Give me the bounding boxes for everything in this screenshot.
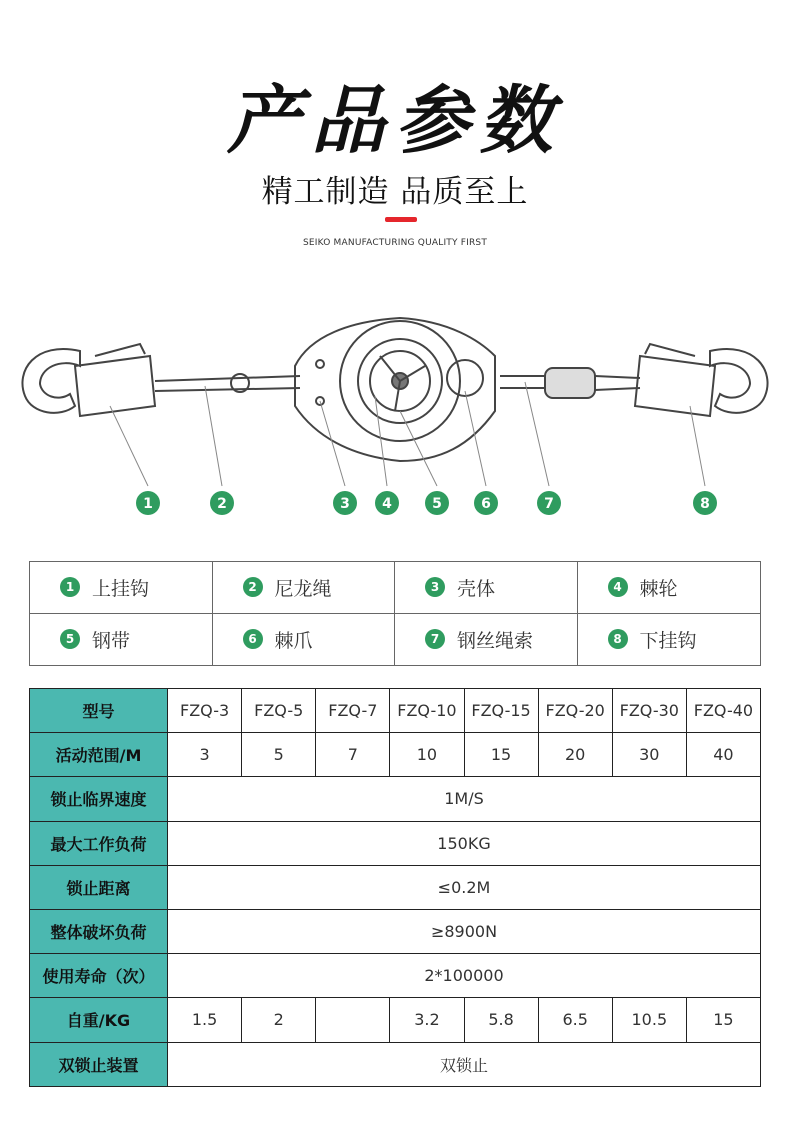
table-row [30, 954, 761, 998]
row-header: 双锁止装置 [30, 1042, 168, 1086]
part-item [213, 562, 396, 614]
row-header: 整体破坏负荷 [30, 909, 168, 953]
callout-4 [375, 491, 399, 515]
svg-text:5: 5 [432, 496, 442, 512]
table-cell: 双锁止 [168, 1042, 761, 1086]
table-cell: 15 [464, 733, 538, 777]
table-cell: 5.8 [464, 998, 538, 1042]
callout-8 [693, 491, 717, 515]
part-item [213, 614, 396, 666]
part-label: 棘轮 [639, 577, 678, 600]
row-header: 最大工作负荷 [30, 821, 168, 865]
table-cell: 150KG [168, 821, 761, 865]
table-row [30, 821, 761, 865]
part-number: 5 [60, 629, 80, 649]
part-item [395, 614, 578, 666]
spec-table [29, 688, 761, 1087]
table-row [30, 733, 761, 777]
row-header: 锁止距离 [30, 865, 168, 909]
svg-text:4: 4 [382, 496, 392, 512]
table-cell: 3 [168, 733, 242, 777]
table-cell: 7 [316, 733, 390, 777]
table-cell: 1.5 [168, 998, 242, 1042]
svg-text:8: 8 [700, 496, 710, 512]
part-item [395, 562, 578, 614]
table-cell: ≤0.2M [168, 865, 761, 909]
callout-6 [474, 491, 498, 515]
callout-5 [425, 491, 449, 515]
table-cell: 2 [242, 998, 316, 1042]
table-cell: 20 [538, 733, 612, 777]
part-item [30, 614, 213, 666]
table-cell: FZQ-7 [316, 689, 390, 733]
table-cell: FZQ-40 [686, 689, 760, 733]
lower-hook-drawing [710, 349, 768, 413]
table-cell: FZQ-30 [612, 689, 686, 733]
table-row [30, 998, 761, 1042]
part-number: 7 [425, 629, 445, 649]
part-number: 4 [608, 577, 628, 597]
svg-text:1: 1 [143, 496, 153, 512]
part-item [30, 562, 213, 614]
table-row [30, 865, 761, 909]
part-number: 6 [243, 629, 263, 649]
callout-3 [333, 491, 357, 515]
svg-text:7: 7 [544, 496, 554, 512]
part-label: 上挂钩 [92, 577, 150, 600]
row-header: 锁止临界速度 [30, 777, 168, 821]
callout-7 [537, 491, 561, 515]
product-diagram [0, 296, 790, 526]
part-number: 3 [425, 577, 445, 597]
table-cell: 1M/S [168, 777, 761, 821]
part-number: 1 [60, 577, 80, 597]
part-label: 尼龙绳 [274, 577, 332, 600]
row-header: 使用寿命（次） [30, 954, 168, 998]
table-row [30, 1042, 761, 1086]
row-header: 型号 [30, 689, 168, 733]
table-cell: 15 [686, 998, 760, 1042]
svg-text:6: 6 [481, 496, 491, 512]
table-cell: FZQ-15 [464, 689, 538, 733]
part-label: 钢丝绳索 [457, 629, 534, 652]
page-tagline: SEIKO MANUFACTURING QUALITY FIRST [302, 238, 488, 248]
page-subtitle: 精工制造 品质至上 [261, 174, 529, 210]
accent-divider [385, 217, 417, 222]
upper-hook-drawing [22, 349, 80, 413]
svg-text:3: 3 [340, 496, 350, 512]
part-item [578, 614, 761, 666]
part-number: 2 [243, 577, 263, 597]
part-label: 下挂钩 [639, 629, 697, 652]
table-cell: 6.5 [538, 998, 612, 1042]
pawl-drawing [447, 360, 483, 396]
table-cell: 10.5 [612, 998, 686, 1042]
table-cell: 5 [242, 733, 316, 777]
table-cell: 30 [612, 733, 686, 777]
part-label: 棘爪 [274, 629, 313, 652]
table-cell: FZQ-5 [242, 689, 316, 733]
table-row [30, 777, 761, 821]
table-row [30, 909, 761, 953]
part-item [578, 562, 761, 614]
table-row [30, 689, 761, 733]
part-number: 8 [608, 629, 628, 649]
table-cell: FZQ-3 [168, 689, 242, 733]
part-label: 壳体 [457, 577, 496, 600]
svg-text:2: 2 [217, 496, 227, 512]
row-header: 自重/KG [30, 998, 168, 1042]
callout-2 [210, 491, 234, 515]
part-label: 钢带 [92, 629, 131, 652]
table-cell [316, 998, 390, 1042]
table-cell: 2*100000 [168, 954, 761, 998]
table-cell: FZQ-10 [390, 689, 464, 733]
table-cell: 10 [390, 733, 464, 777]
table-cell: 40 [686, 733, 760, 777]
table-cell: FZQ-20 [538, 689, 612, 733]
row-header: 活动范围/M [30, 733, 168, 777]
callout-markers [136, 491, 717, 515]
table-cell: 3.2 [390, 998, 464, 1042]
page-title: 产品参数 [227, 78, 563, 164]
callout-1 [136, 491, 160, 515]
table-cell: ≥8900N [168, 909, 761, 953]
parts-legend [29, 561, 761, 666]
nylon-rope-drawing [155, 376, 300, 391]
